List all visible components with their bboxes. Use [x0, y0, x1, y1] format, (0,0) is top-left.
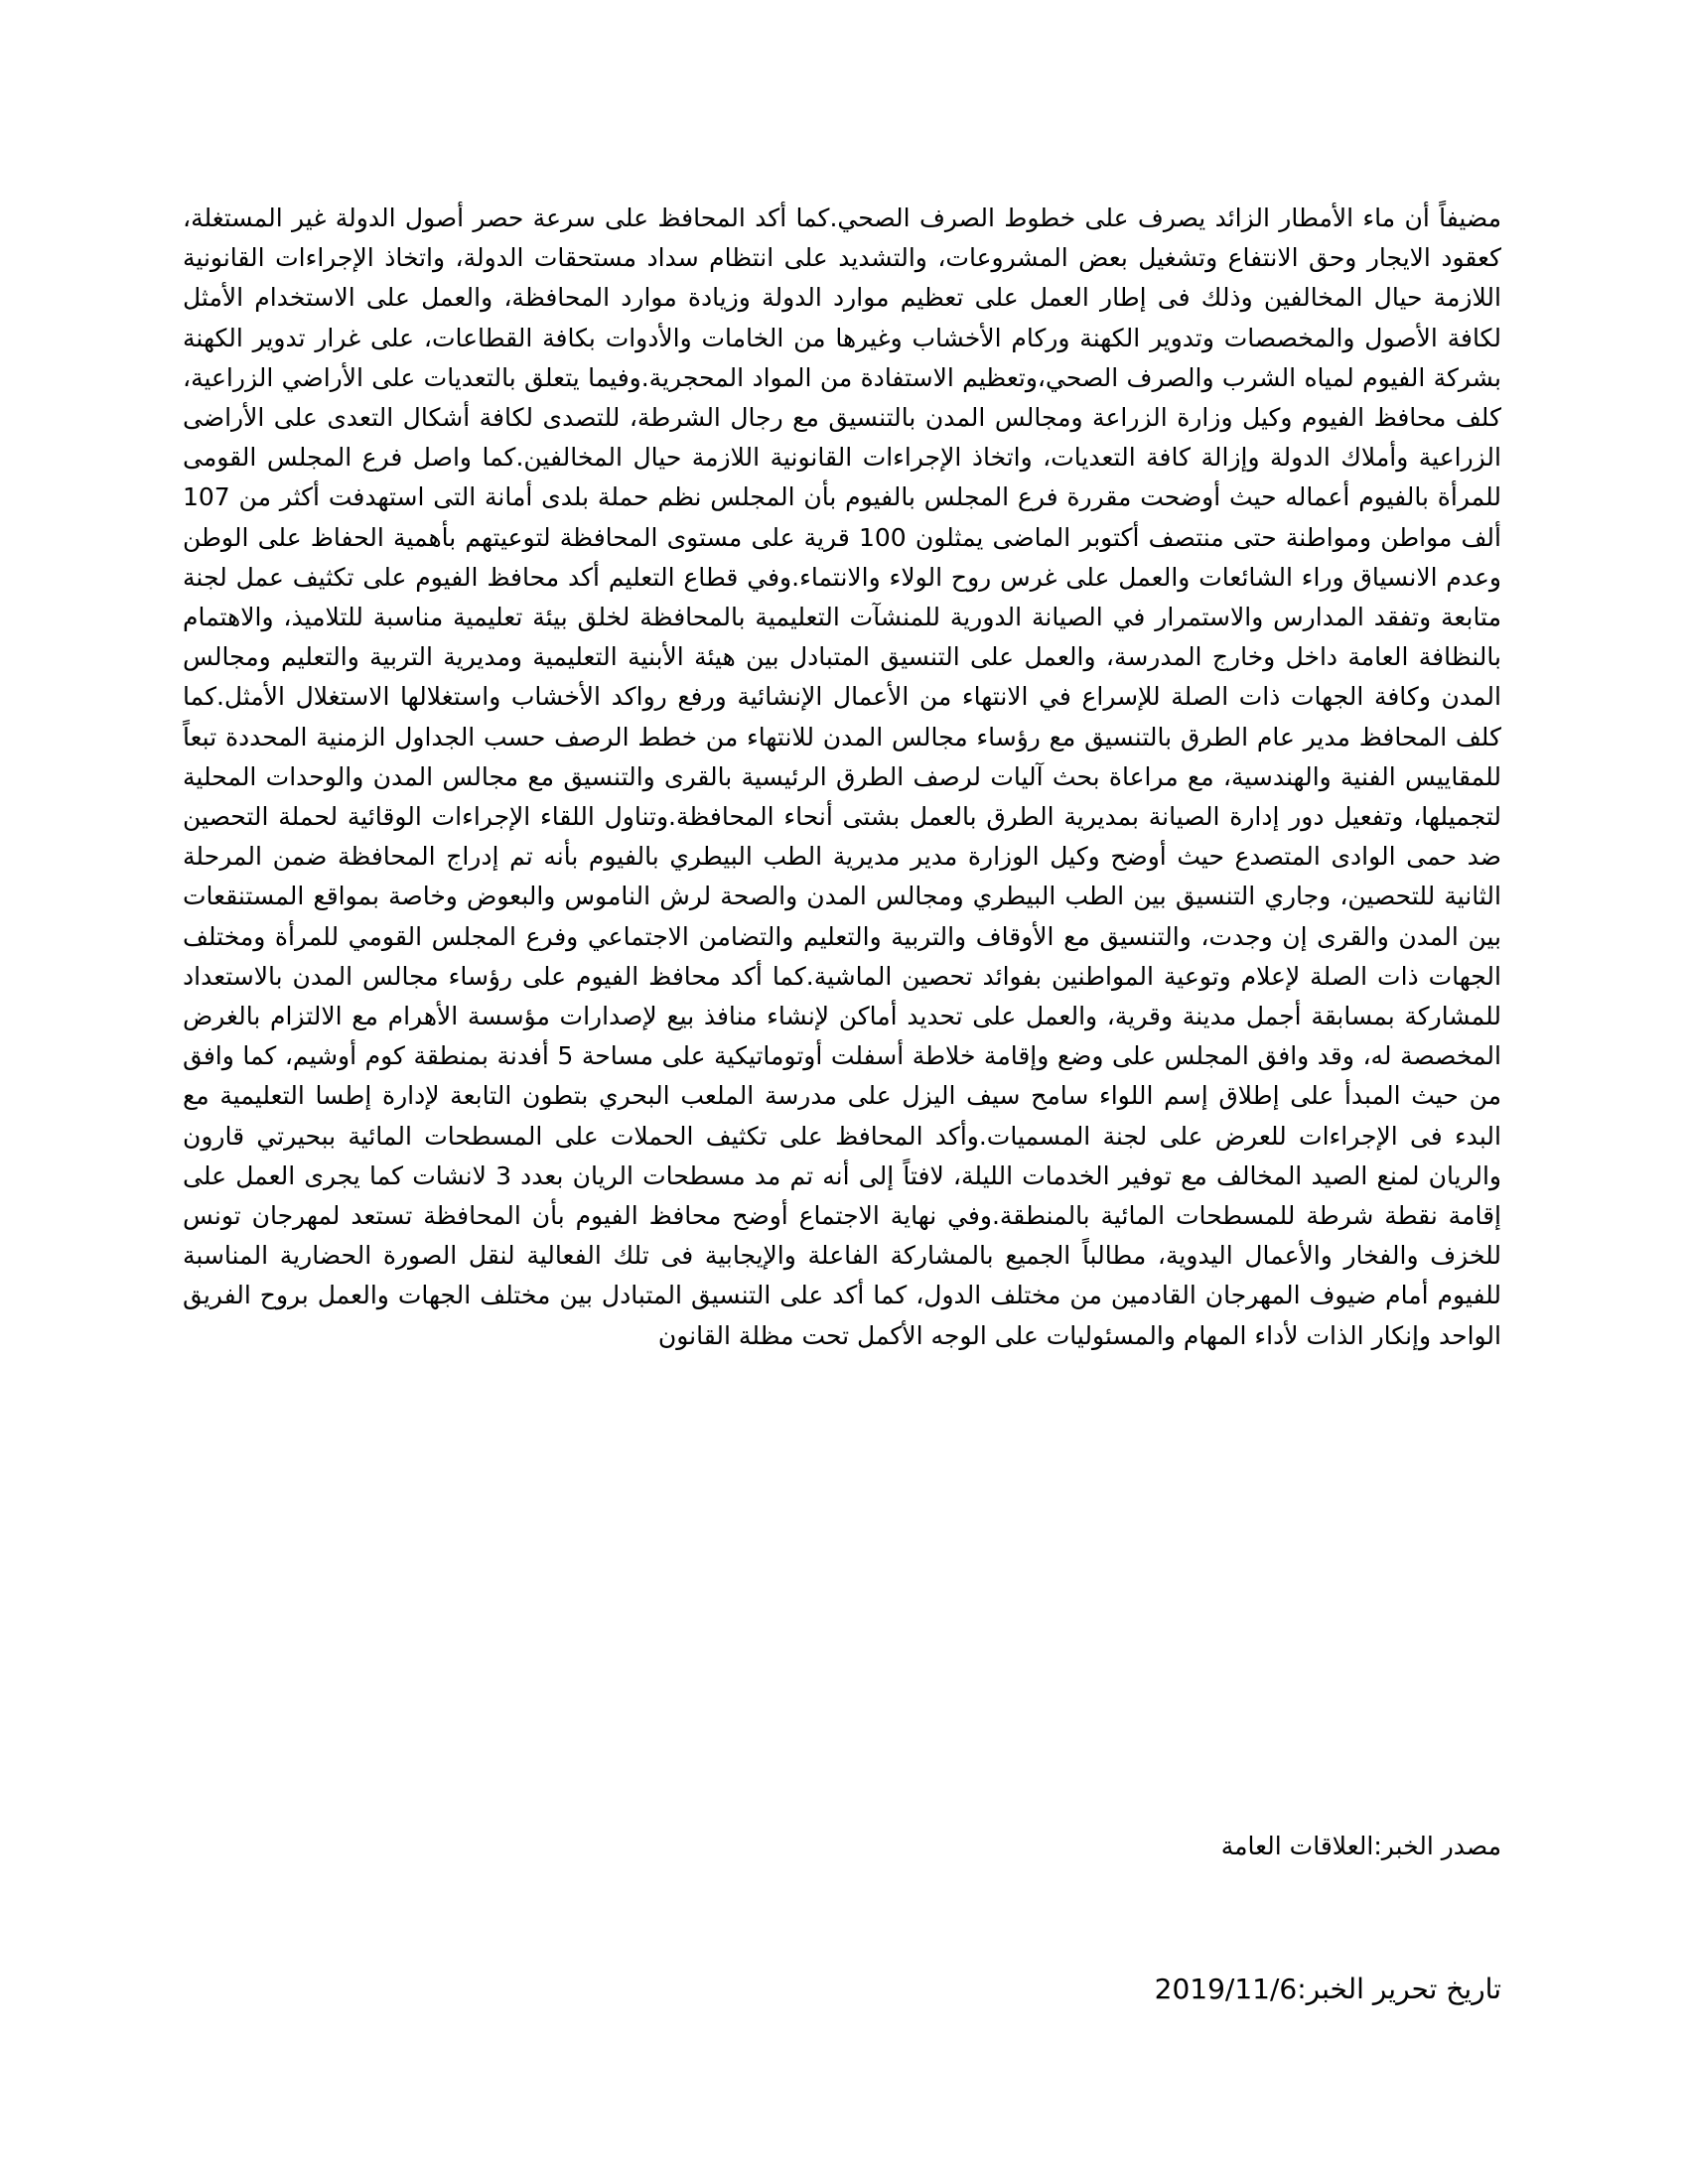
- article-body: مضيفاً أن ماء الأمطار الزائد يصرف على خطوط الصرف الصحي.كما أكد المحافظ على سرعة حصر أصول الدولة غير المستغلة، كعقود الايجار وحق الانتفاع وتشغيل بعض المشروعات، والتشديد على انتظام سداد مستحقات الدولة، واتخاذ الإجراءات القانونية اللازمة حيال المخالفين وذلك فى إطار العمل على تعظيم موارد الدولة وزيادة موارد المحافظة، والعمل على الاستخدام الأمثل لكافة الأصول والمخصصات وتدوير الكهنة وركام الأخشاب وغيرها من الخامات والأدوات بكافة القطاعات، على غرار تدوير الكهنة بشركة الفيوم لمياه الشرب والصرف الصحي،وتعظيم الاستفادة من المواد المحجرية.وفيما يتعلق بالتعديات على الأراضي الزراعية، كلف محافظ الفيوم وكيل وزارة الزراعة ومجالس المدن بالتنسيق مع رجال الشرطة، للتصدى لكافة أشكال التعدى على الأراضى الزراعية وأملاك الدولة وإزالة كافة التعديات، واتخاذ الإجراءات القانونية اللازمة حيال المخالفين.كما واصل فرع المجلس القومى للمرأة بالفيوم أعماله حيث أوضحت مقررة فرع المجلس بالفيوم بأن المجلس نظم حملة بلدى أمانة التى استهدفت أكثر من 107 ألف مواطن ومواطنة حتى منتصف أكتوبر الماضى يمثلون 100 قرية على مستوى المحافظة لتوعيتهم بأهمية الحفاظ على الوطن وعدم الانسياق وراء الشائعات والعمل على غرس روح الولاء والانتماء.وفي قطاع التعليم أكد محافظ الفيوم على تكثيف عمل لجنة متابعة وتفقد المدارس والاستمرار في الصيانة الدورية للمنشآت التعليمية بالمحافظة لخلق بيئة تعليمية مناسبة للتلاميذ، والاهتمام بالنظافة العامة داخل وخارج المدرسة، والعمل على التنسيق المتبادل بين هيئة الأبنية التعليمية ومديرية التربية والتعليم ومجالس المدن وكافة الجهات ذات الصلة للإسراع في الانتهاء من الأعمال الإنشائية ورفع رواكد الأخشاب واستغلالها الاستغلال الأمثل.كما كلف المحافظ مدير عام الطرق بالتنسيق مع رؤساء مجالس المدن للانتهاء من خطط الرصف حسب الجداول الزمنية المحددة تبعاً للمقاييس الفنية والهندسية، مع مراعاة بحث آليات لرصف الطرق الرئيسية بالقرى والتنسيق مع مجالس المدن والوحدات المحلية لتجميلها، وتفعيل دور إدارة الصيانة بمديرية الطرق بالعمل بشتى أنحاء المحافظة.وتناول اللقاء الإجراءات الوقائية لحملة التحصين ضد حمى الوادى المتصدع حيث أوضح وكيل الوزارة مدير مديرية الطب البيطري بالفيوم بأنه تم إدراج المحافظة ضمن المرحلة الثانية للتحصين، وجاري التنسيق بين الطب البيطري ومجالس المدن والصحة لرش الناموس والبعوض وخاصة بمواقع المستنقعات بين المدن والقرى إن وجدت، والتنسيق مع الأوقاف والتربية والتعليم والتضامن الاجتماعي وفرع المجلس القومي للمرأة ومختلف الجهات ذات الصلة لإعلام وتوعية المواطنين بفوائد تحصين الماشية.كما أكد محافظ الفيوم على رؤساء مجالس المدن بالاستعداد للمشاركة بمسابقة أجمل مدينة وقرية، والعمل على تحديد أماكن لإنشاء منافذ بيع لإصدارات مؤسسة الأهرام مع الالتزام بالغرض المخصصة له، وقد وافق المجلس على وضع وإقامة خلاطة أسفلت أوتوماتيكية على مساحة 5 أفدنة بمنطقة كوم أوشيم، كما وافق من حيث المبدأ على إطلاق إسم اللواء سامح سيف اليزل على مدرسة الملعب البحري بتطون التابعة لإدارة إطسا التعليمية مع البدء فى الإجراءات للعرض على لجنة المسميات.وأكد المحافظ على تكثيف الحملات على المسطحات المائية ببحيرتي قارون والريان لمنع الصيد المخالف مع توفير الخدمات الليلة، لافتاً إلى أنه تم مد مسطحات الريان بعدد 3 لانشات كما يجرى العمل على إقامة نقطة شرطة للمسطحات المائية بالمنطقة.وفي نهاية الاجتماع أوضح محافظ الفيوم بأن المحافظة تستعد لمهرجان تونس للخزف والفخار والأعمال اليدوية، مطالباً الجميع بالمشاركة الفاعلة والإيجابية فى تلك الفعالية لنقل الصورة الحضارية المناسبة للفيوم أمام ضيوف المهرجان القادمين من مختلف الدول، كما أكد على التنسيق المتبادل بين مختلف الجهات والعمل بروح الفريق الواحد وإنكار الذات لأداء المهام والمسئوليات على الوجه الأكمل تحت مظلة القانون: [183, 204, 1502, 1350]
- news-source: مصدر الخبر:العلاقات العامة: [1220, 1832, 1501, 1860]
- edit-date: تاريخ تحرير الخبر:2019/11/6: [1154, 1973, 1501, 2005]
